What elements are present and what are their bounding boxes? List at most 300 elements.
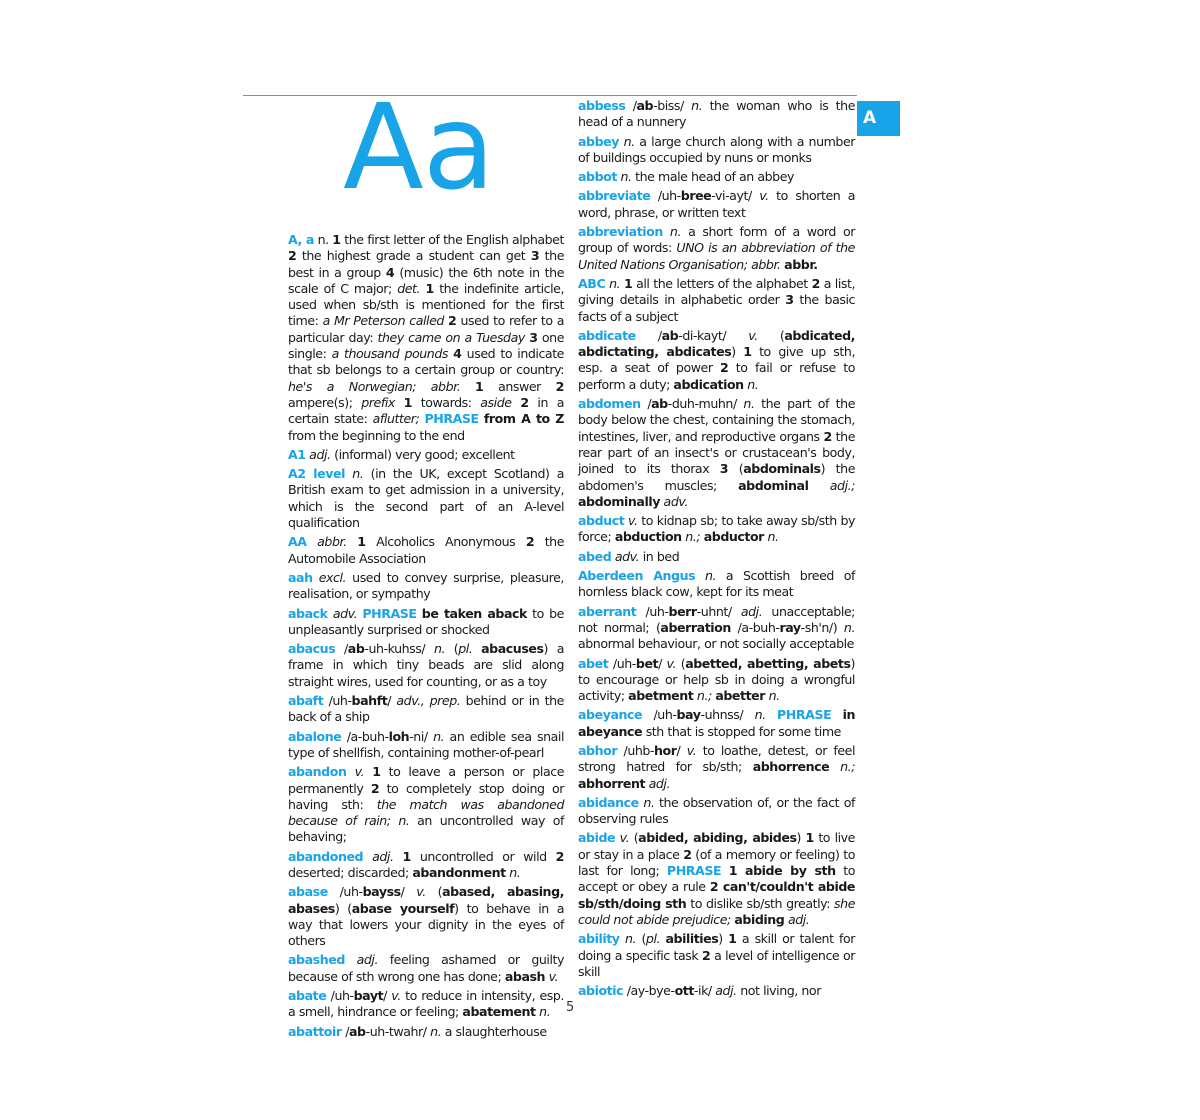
dictionary-entry xyxy=(578,795,855,828)
entry-text: behind or in the back of a ship xyxy=(288,693,564,725)
entry-text: abbr. xyxy=(317,534,347,550)
dictionary-entry xyxy=(288,570,564,603)
entry-text: to loathe, detest, or feel strong hatred for sb/sth; xyxy=(578,742,855,775)
entry-text: ab xyxy=(347,641,365,657)
entry-text: v. xyxy=(628,513,638,529)
entry-text: ( xyxy=(445,641,459,657)
entry-text: / xyxy=(383,988,392,1004)
entry-text: n. xyxy=(623,133,635,149)
entry-text: v. xyxy=(548,968,559,984)
entry-text: in a certain state: xyxy=(288,394,564,427)
entry-text: adj. xyxy=(787,911,810,927)
entry-text: to leave a person or place permanently xyxy=(288,764,564,796)
dictionary-entry xyxy=(288,534,564,567)
entry-text: n. xyxy=(747,376,759,392)
headword: abase xyxy=(288,884,328,900)
dictionary-entry xyxy=(578,328,855,393)
headword: abbey xyxy=(578,133,620,149)
headword: abbreviation xyxy=(578,224,663,240)
entry-text xyxy=(416,379,431,394)
entry-text: abatement xyxy=(462,1004,536,1020)
entry-text: 3 xyxy=(719,461,729,477)
entry-text: to fail or refuse to perform a duty; xyxy=(578,360,855,392)
dictionary-entry xyxy=(578,707,855,740)
entry-text: the part of the body below the chest, containing the stomach, intestines, liver, and reproductive organs xyxy=(578,396,855,444)
dictionary-entry xyxy=(578,396,855,510)
dictionary-entry xyxy=(288,606,564,639)
entry-text: abandonment xyxy=(412,864,506,880)
entry-text: answer xyxy=(483,378,556,394)
entry-text: adj. xyxy=(715,983,737,999)
entry-text: deserted; discarded; xyxy=(288,864,413,880)
headword: aberrant xyxy=(578,603,637,619)
entry-text xyxy=(394,849,403,864)
entry-text: abdominally xyxy=(578,493,660,509)
headword: abandoned xyxy=(288,848,364,864)
entry-text: / xyxy=(676,742,687,758)
entry-text: bet xyxy=(635,655,659,671)
entry-text: ) the abdomen's muscles; xyxy=(578,461,855,493)
entry-text: towards: xyxy=(411,394,481,410)
entry-text: (of a memory or feeling) to last for long; xyxy=(578,846,855,879)
dictionary-entry xyxy=(578,513,855,546)
dictionary-entry xyxy=(578,931,855,980)
entry-text: prefix xyxy=(361,394,395,410)
entry-text: (in the UK, except Scotland) a British exam to get admission in a university, which is the second part of an A-level qualification xyxy=(288,466,564,531)
entry-text: 3 xyxy=(530,248,540,264)
entry-text xyxy=(766,707,777,722)
headword: ABC xyxy=(578,275,606,291)
dictionary-entry xyxy=(288,988,564,1021)
entry-text: 1 abide by sth xyxy=(728,863,836,879)
dictionary-entry xyxy=(578,830,855,928)
entry-text: UNO is an abbreviation of the United Nations Organisation; xyxy=(578,240,855,272)
entry-text: -ni/ xyxy=(409,728,434,744)
entry-text: 1 xyxy=(372,764,381,780)
entry-text xyxy=(395,395,404,410)
headword: abeyance xyxy=(578,707,643,723)
entry-text: /uh- xyxy=(323,693,352,709)
entry-text: abacuses xyxy=(481,641,544,657)
entry-text: to be unpleasantly surprised or shocked xyxy=(288,605,564,637)
entry-text: 2 xyxy=(811,275,820,291)
entry-text: an uncontrolled way of behaving; xyxy=(288,813,564,845)
entry-text: abductor xyxy=(703,529,764,545)
entry-text xyxy=(663,224,670,239)
dictionary-entry xyxy=(578,224,855,273)
entry-text: adv. xyxy=(332,605,358,621)
entry-text: the male head of an abbey xyxy=(631,169,795,185)
entry-text: -vi-ayt/ xyxy=(711,188,760,204)
entry-text: ) xyxy=(796,830,806,846)
entry-text: abdication xyxy=(673,376,744,392)
entry-text: ) to behave in a way that lowers your dignity in the eyes of others xyxy=(288,900,564,949)
entry-text: 2 xyxy=(288,248,297,264)
entry-text: loh xyxy=(388,728,410,744)
entry-text: to dislike sb/sth greatly: xyxy=(686,895,835,911)
entry-text xyxy=(512,395,521,410)
entry-text: aside xyxy=(480,394,512,410)
headword: abet xyxy=(578,655,609,671)
headword: abalone xyxy=(288,728,342,744)
phrase-label: PHRASE xyxy=(362,605,417,621)
entry-text: / xyxy=(625,98,637,113)
entry-text: 1 xyxy=(728,931,737,947)
entry-text: n. xyxy=(433,641,446,657)
dictionary-entry xyxy=(288,849,564,882)
entry-text xyxy=(808,478,829,493)
entry-text: from the beginning to the end xyxy=(288,427,465,443)
entry-text: n. xyxy=(430,1023,442,1039)
entry-text: ampere(s); xyxy=(288,394,362,410)
entry-text: abbr. xyxy=(751,256,781,272)
headword: aah xyxy=(288,569,313,585)
dictionary-entry xyxy=(288,952,564,985)
entry-text: the rear part of an insect's or crustacean's body, joined to its thorax xyxy=(578,428,855,477)
entry-text: pl. xyxy=(645,931,661,947)
entry-text: from A to Z xyxy=(483,411,564,427)
entry-text: abilities xyxy=(665,931,719,947)
entry-text: v. xyxy=(416,884,426,900)
entry-text: a slaughterhouse xyxy=(441,1023,547,1039)
entry-text: 1 xyxy=(425,280,434,296)
entry-text: n. xyxy=(767,529,779,545)
right-column xyxy=(578,98,855,1002)
entry-text: a skill or talent for doing a specific task xyxy=(578,931,855,963)
entry-text: a short form of a word or group of words: xyxy=(578,224,855,256)
entry-text: / xyxy=(635,327,662,343)
dictionary-entry xyxy=(288,729,564,762)
entry-text: bayt xyxy=(353,988,384,1004)
entry-text: v. xyxy=(686,742,697,758)
entry-text: -ik/ xyxy=(693,983,716,999)
entry-text: abase yourself xyxy=(351,900,455,916)
entry-text: to give up sth, esp. a seat of power xyxy=(578,344,855,376)
entry-text: n.; xyxy=(696,688,712,704)
dictionary-entry xyxy=(578,983,855,999)
entry-text: -uhnt/ xyxy=(696,603,741,619)
entry-text: to live or stay in a place xyxy=(578,830,855,862)
entry-text: adv. xyxy=(663,493,688,509)
entry-text: v. xyxy=(391,988,401,1004)
entry-text: / xyxy=(341,1023,349,1039)
dictionary-entry xyxy=(288,641,564,690)
entry-text: a list, giving details in alphabetic order xyxy=(578,275,856,308)
phrase-label: PHRASE xyxy=(424,411,479,427)
entry-text: abetment xyxy=(628,688,694,704)
entry-text: adv., prep. xyxy=(396,693,461,709)
entry-text: 1 xyxy=(475,378,484,394)
entry-text: used to convey surprise, pleasure, realisation, or sympathy xyxy=(288,569,564,602)
entry-text: 2 xyxy=(520,394,529,410)
entry-text: ) xyxy=(718,931,729,947)
entry-text: /a-buh- xyxy=(730,619,780,635)
section-tab: A xyxy=(857,101,900,136)
entry-text: she could not abide prejudice; xyxy=(578,895,855,927)
dictionary-entry xyxy=(288,1024,564,1040)
entry-text: /uh- xyxy=(326,988,354,1004)
entry-text: n. xyxy=(352,466,364,482)
entry-text xyxy=(346,764,354,779)
entry-text: adj.; xyxy=(829,477,855,493)
page-number: 5 xyxy=(566,1000,575,1015)
entry-text: ott xyxy=(674,983,694,999)
entry-text xyxy=(347,534,358,549)
entry-text: -di-kayt/ xyxy=(678,327,749,343)
entry-text: aflutter; xyxy=(372,411,420,427)
headword: abattoir xyxy=(288,1023,342,1039)
entry-text: 2 xyxy=(823,428,832,444)
entry-text: adj. xyxy=(356,952,379,968)
entry-text: v. xyxy=(619,830,630,846)
dictionary-entry xyxy=(578,98,855,131)
entry-text: n. xyxy=(754,707,766,723)
entry-text: abdominals xyxy=(743,461,821,477)
entry-text xyxy=(364,764,372,779)
entry-text: abiding xyxy=(734,911,785,927)
entry-text: a thousand pounds xyxy=(331,346,448,362)
phrase-label: PHRASE xyxy=(777,707,832,723)
entry-text: 2 xyxy=(370,780,380,796)
entry-text: ( xyxy=(636,931,646,947)
entry-text: n. xyxy=(704,568,717,584)
entry-text: the first letter of the English alphabet xyxy=(340,232,564,247)
entry-text xyxy=(460,379,475,394)
entry-text: 2 xyxy=(555,378,564,394)
headword: abandon xyxy=(288,764,347,780)
entry-text: 2 can't/couldn't abide sb/sth/doing sth xyxy=(578,879,855,911)
entry-text: abhorrent xyxy=(578,775,646,791)
entry-text: pl. xyxy=(458,641,473,657)
entry-text: ( xyxy=(425,884,443,900)
entry-text: to shorten a word, phrase, or written text xyxy=(578,188,855,220)
entry-text: n.; xyxy=(685,529,701,545)
headword: abdicate xyxy=(578,327,636,343)
entry-text: / xyxy=(400,884,417,900)
entry-text: abdominal xyxy=(738,477,809,493)
entry-text: n. xyxy=(313,232,333,247)
dictionary-entry xyxy=(288,447,564,463)
entry-text: 1 xyxy=(623,275,633,291)
entry-text: aberration xyxy=(660,619,731,635)
entry-text: to kidnap sb; to take away sb/sth by force; xyxy=(578,513,855,545)
entry-text: n. xyxy=(843,619,855,635)
entry-text: 4 xyxy=(385,264,395,280)
entry-text: / xyxy=(335,641,348,657)
entry-text: 2 xyxy=(555,848,564,864)
dictionary-entry xyxy=(578,134,855,167)
phrase-label: PHRASE xyxy=(666,863,722,879)
entry-text: ( xyxy=(676,655,686,671)
entry-text: / xyxy=(640,396,652,412)
headword: abed xyxy=(578,548,612,564)
entry-text: (music) the 6th note in the scale of C major; xyxy=(288,264,564,296)
entry-text: the best in a group xyxy=(288,248,565,280)
header-rule xyxy=(243,95,857,96)
entry-text: abbr. xyxy=(430,378,461,394)
entry-text: v. xyxy=(666,655,677,671)
entry-text: excl. xyxy=(318,569,347,585)
entry-text: bay xyxy=(676,707,701,723)
dictionary-entry xyxy=(578,188,855,221)
entry-text: abided, abiding, abides xyxy=(638,830,797,846)
entry-text: 1 xyxy=(403,394,412,410)
entry-text: abetter xyxy=(715,688,766,704)
entry-text: 2 xyxy=(720,360,729,376)
dictionary-entry xyxy=(578,656,855,705)
dictionary-entry xyxy=(578,568,855,601)
headword: abbess xyxy=(578,98,626,113)
entry-text: -uh-kuhss/ xyxy=(364,641,434,657)
entry-text: n. xyxy=(743,396,755,412)
entry-text: bahft xyxy=(351,693,388,709)
entry-text: the basic facts of a subject xyxy=(578,292,855,324)
entry-text: abhorrence xyxy=(752,759,830,775)
entry-text: 1 xyxy=(332,232,341,247)
entry-text: unacceptable; not normal; ( xyxy=(578,603,855,635)
entry-text xyxy=(721,863,729,878)
entry-text: be taken aback xyxy=(421,605,527,621)
entry-text: abbr. xyxy=(784,256,818,272)
entry-text: n. xyxy=(669,224,682,240)
entry-text: 1 xyxy=(743,344,752,360)
entry-text xyxy=(345,952,357,967)
entry-text: abduction xyxy=(614,529,682,545)
entry-text: in bed xyxy=(639,548,680,564)
entry-text: sth that is stopped for some time xyxy=(642,723,841,739)
headword: A1 xyxy=(288,446,306,462)
entry-text: a Mr Peterson called xyxy=(322,313,444,329)
entry-text: det. xyxy=(397,280,421,296)
headword: abashed xyxy=(288,952,345,968)
entry-text: ) a frame in which tiny beads are slid along straight wires, used for counting, or as a toy xyxy=(288,641,564,689)
entry-text: the indefinite article, used when sb/sth is mentioned for the first time: xyxy=(288,280,564,329)
entry-text: /uh- xyxy=(327,884,363,900)
entry-text: n. xyxy=(768,688,780,704)
entry-text: an edible sea snail type of shellfish, containing mother-of-pearl xyxy=(288,728,564,760)
entry-text: adj. xyxy=(648,775,671,791)
entry-text: 1 xyxy=(805,830,814,846)
entry-text: a level of intelligence or skill xyxy=(578,947,855,979)
entry-text: adj. xyxy=(309,446,331,462)
entry-text: berr xyxy=(668,603,697,619)
entry-text: v. xyxy=(354,764,365,780)
dictionary-entry xyxy=(578,743,855,792)
entry-text: in abeyance xyxy=(578,707,855,739)
entry-text: the woman who is the head of a nunnery xyxy=(578,98,855,130)
entry-text: to completely stop doing or having sth: xyxy=(288,780,565,812)
entry-text: -sh'n/) xyxy=(800,619,844,635)
entry-text xyxy=(363,849,372,864)
entry-text: adj. xyxy=(372,848,394,864)
entry-text: (informal) very good; excellent xyxy=(330,446,515,462)
headword: abidance xyxy=(578,794,639,810)
entry-text: /uh- xyxy=(636,603,669,619)
entry-text: ab xyxy=(636,98,654,113)
entry-text: abnormal behaviour, or not socially acceptable xyxy=(578,636,854,652)
entry-text: one single: xyxy=(288,329,564,362)
headword: abate xyxy=(288,988,327,1004)
dictionary-entry xyxy=(578,276,855,325)
entry-text: 2 xyxy=(525,534,535,550)
entry-text: n. xyxy=(509,864,521,880)
headword: abdomen xyxy=(578,396,641,412)
entry-text: n. xyxy=(691,98,703,113)
entry-text: -uhnss/ xyxy=(700,707,755,723)
dictionary-entry xyxy=(288,693,564,726)
entry-text: 1 xyxy=(402,848,411,864)
left-column xyxy=(288,232,564,1043)
entry-text: n. xyxy=(398,813,410,829)
entry-text: 2 xyxy=(683,846,692,862)
entry-text: the Automobile Association xyxy=(288,534,565,566)
entry-text: feeling ashamed or guilty because of sth wrong one has done; xyxy=(288,952,565,984)
entry-text: / xyxy=(387,693,397,709)
entry-text: n. xyxy=(609,275,621,291)
entry-text: adj. xyxy=(740,603,763,619)
entry-text: -uh-twahr/ xyxy=(365,1023,431,1039)
entry-text: used to indicate that sb belongs to a certain group or country: xyxy=(288,346,564,378)
entry-text: ) ( xyxy=(334,900,352,916)
entry-text xyxy=(307,534,318,549)
dictionary-entry xyxy=(578,169,855,185)
headword: abduct xyxy=(578,513,625,529)
entry-text: /uh- xyxy=(608,655,636,671)
entry-text: hor xyxy=(654,742,677,758)
entry-text: ray xyxy=(779,619,801,635)
entry-text: ( xyxy=(728,461,744,477)
dictionary-entry xyxy=(288,466,564,531)
entry-text: abased, abasing, abases xyxy=(288,884,564,916)
entry-text: ) xyxy=(731,344,744,360)
entry-text: to accept or obey a rule xyxy=(578,863,856,895)
entry-text: 4 xyxy=(453,346,462,362)
entry-text: 3 xyxy=(785,292,794,308)
entry-text: n.; xyxy=(840,759,856,775)
entry-text: /a-buh- xyxy=(341,728,389,744)
dictionary-entry xyxy=(288,232,564,444)
entry-text: a large church along with a number of buildings occupied by nuns or monks xyxy=(578,133,855,165)
dictionary-entry xyxy=(578,604,855,653)
entry-text: to reduce in intensity, esp. a smell, hindrance or feeling; xyxy=(288,988,564,1020)
entry-text: ab xyxy=(349,1023,366,1039)
entry-text: -duh-muhn/ xyxy=(667,396,744,412)
entry-text: a Scottish breed of hornless black cow, kept for its meat xyxy=(578,568,855,600)
entry-text: not living, nor xyxy=(736,983,821,999)
entry-text: / xyxy=(658,655,667,671)
entry-text: ab xyxy=(661,327,679,343)
entry-text: he's a Norwegian; xyxy=(288,378,417,394)
entry-text: abdicated, abdictating, abdicates xyxy=(578,327,855,360)
entry-text: n. xyxy=(433,728,445,744)
entry-text: 2 xyxy=(448,313,457,329)
entry-text xyxy=(472,641,481,656)
entry-text: v. xyxy=(748,327,758,343)
entry-text: n. xyxy=(539,1004,551,1020)
headword: ability xyxy=(578,931,620,947)
entry-text: the highest grade a student can get xyxy=(296,248,531,264)
headword: AA xyxy=(288,534,307,550)
entry-text: adv. xyxy=(614,548,640,564)
headword: abhor xyxy=(578,742,618,758)
entry-text: uncontrolled or wild xyxy=(410,848,556,864)
entry-text: /ay-bye- xyxy=(623,983,675,999)
entry-text: n. xyxy=(620,169,632,185)
entry-text: v. xyxy=(759,188,769,204)
headword: abacus xyxy=(288,641,336,657)
dictionary-entry xyxy=(288,764,564,845)
dictionary-entry xyxy=(578,549,855,565)
